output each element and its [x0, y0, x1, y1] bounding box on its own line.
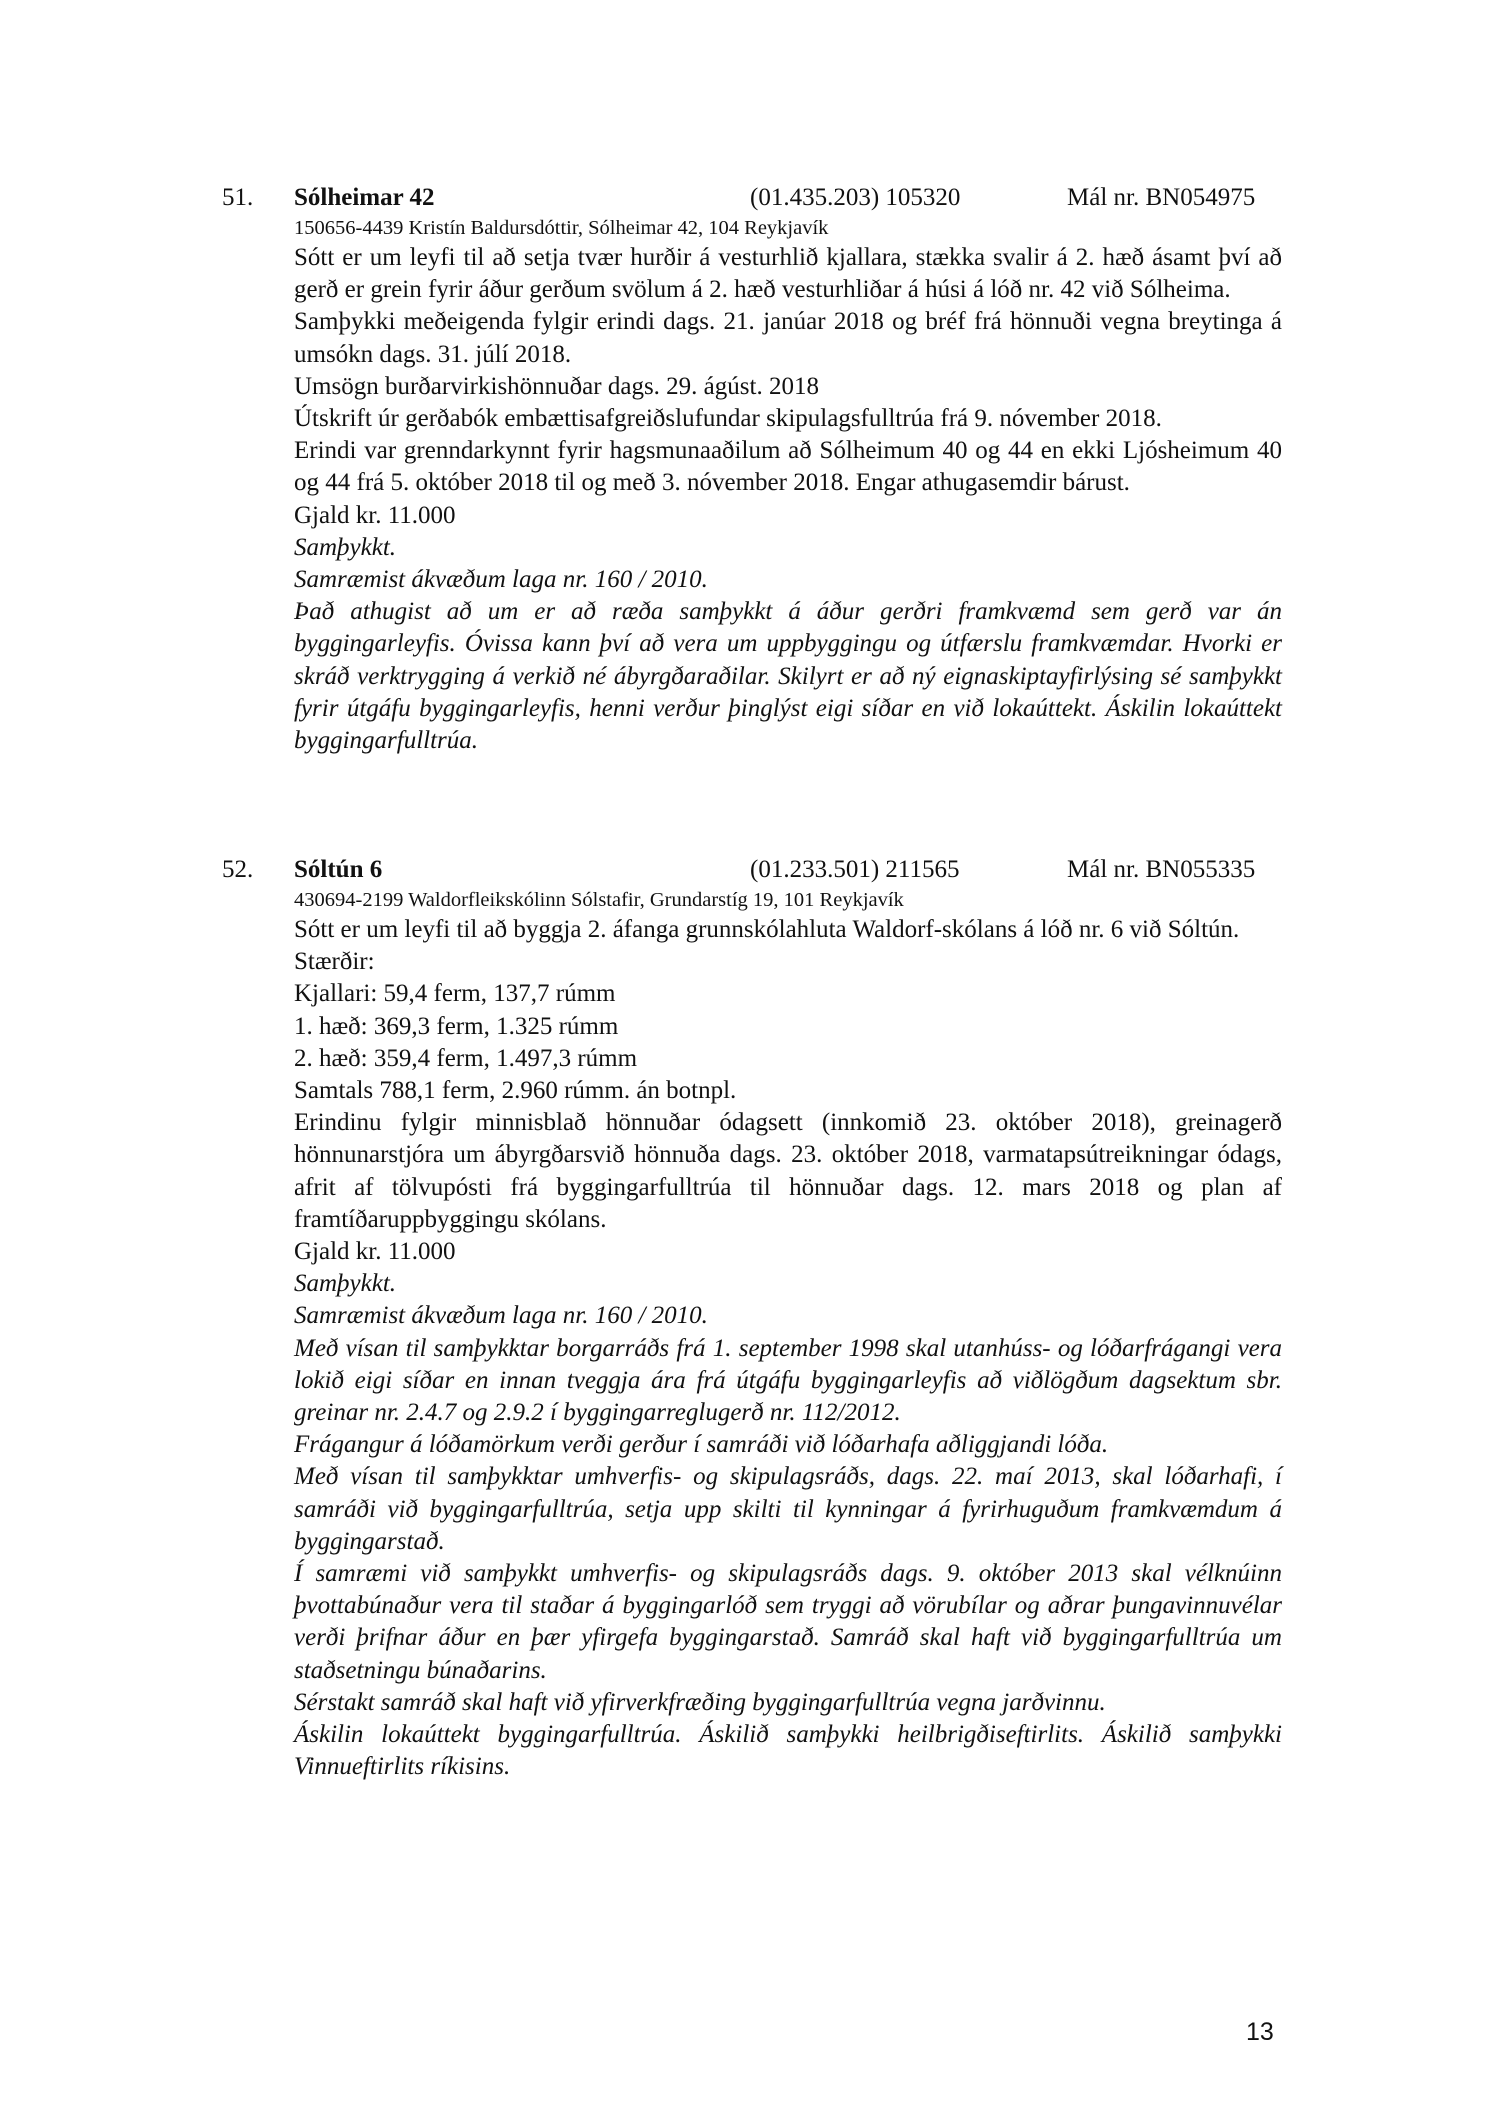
decision-paragraph: Með vísan til samþykktar umhverfis- og skipulagsráðs, dags. 22. maí 2013, skal lóðarhafi, í samráði við byggingarfulltrúa, setja upp skilti til kynningar á fyrirhuguðum framkvæmdum á byggingarstað.	[294, 1463, 1282, 1555]
case-paragraphs	[294, 242, 1282, 757]
description-paragraph: Sótt er um leyfi til að setja tvær hurðir á vesturhlið kjallara, stækka svalir á 2. hæð ásamt því að gerð er grein fyrir áður gerðum svölum á 2. hæð vesturhliðar á húsi á lóð nr. 42 við Sólheima.	[294, 244, 1282, 304]
case-paragraphs	[294, 914, 1282, 1783]
description-paragraph: Sótt er um leyfi til að byggja 2. áfanga grunnskólahluta Waldorf-skólans á lóð nr. 6 við Sóltún.	[294, 916, 1240, 943]
decision-paragraph: Samræmist ákvæðum laga nr. 160 / 2010.	[294, 566, 708, 594]
page-number: 13	[1246, 2018, 1274, 2046]
decision-paragraph: Samræmist ákvæðum laga nr. 160 / 2010.	[294, 1302, 708, 1330]
case-body	[294, 887, 1282, 1783]
decision-paragraph: Með vísan til samþykktar borgarráðs frá 1. september 1998 skal utanhúss- og lóðarfrágangi vera lokið eigi síðar en innan tveggja ára frá útgáfu byggingarleyfis að viðlögðum dagsektum sbr. greinar nr. 2.4.7 og 2.9.2 í byggingarreglugerð nr. 112/2012.	[294, 1334, 1282, 1427]
case-entry	[222, 181, 1282, 757]
description-paragraph: Samþykki meðeigenda fylgir erindi dags. 21. janúar 2018 og bréf frá hönnuði vegna breytinga á umsókn dags. 31. júlí 2018.	[294, 308, 1282, 368]
case-header	[222, 181, 1282, 215]
description-paragraph: 1. hæð: 369,3 ferm, 1.325 rúmm	[294, 1012, 619, 1040]
decision-paragraph: Frágangur á lóðamörkum verði gerður í samráði við lóðarhafa aðliggjandi lóða.	[294, 1431, 1109, 1459]
case-number: 52.	[222, 856, 254, 883]
decision-paragraph: Það athugist að um er að ræða samþykkt á áður gerðri framkvæmd sem gerð var án byggingarleyfis. Óvissa kann því að vera um uppbyggingu og útfærslu framkvæmdar. Hvorki er skráð verktrygging á verkið né ábyrgðaraðilar. Skilyrt er að ný eignaskiptayfirlýsing sé samþykkt fyrir útgáfu byggingarleyfis, henni verður þinglýst eigi síðar en við lokaúttekt. Áskilin lokaúttekt byggingarfulltrúa.	[294, 598, 1282, 755]
decision-paragraph: Samþykkt.	[294, 533, 397, 561]
description-paragraph: Erindinu fylgir minnisblað hönnuðar ódagsett (innkomið 23. október 2018), greinagerð hönnunarstjóra um ábyrgðarsvið hönnuða dags. 23. október 2018, varmatapsútreikningar ódags, afrit af tölvupósti frá byggingarfulltrúa til hönnuðar dags. 12. mars 2018 og plan af framtíðaruppbyggingu skólans.	[294, 1109, 1282, 1233]
description-paragraph: Gjald kr. 11.000	[294, 501, 456, 529]
decision-paragraph: Áskilin lokaúttekt byggingarfulltrúa. Áskilið samþykki heilbrigðiseftirlits. Áskilið samþykki Vinnueftirlits ríkisins.	[294, 1721, 1282, 1781]
case-address: Sóltún 6	[294, 856, 383, 883]
applicant-line: 150656-4439 Kristín Baldursdóttir, Sólheimar 42, 104 Reykjavík	[294, 217, 829, 239]
description-paragraph: Erindi var grenndarkynnt fyrir hagsmunaaðilum að Sólheimum 40 og 44 en ekki Ljósheimum 40 og 44 frá 5. október 2018 til og með 3. nóvember 2018. Engar athugasemdir bárust.	[294, 437, 1282, 497]
case-body	[294, 215, 1282, 757]
description-paragraph: Umsögn burðarvirkishönnuðar dags. 29. ágúst. 2018	[294, 372, 819, 400]
description-paragraph: Gjald kr. 11.000	[294, 1238, 456, 1266]
description-paragraph: Útskrift úr gerðabók embættisafgreiðslufundar skipulagsfulltrúa frá 9. nóvember 2018.	[294, 405, 1162, 433]
applicant-line: 430694-2199 Waldorfleikskólinn Sólstafir, Grundarstíg 19, 101 Reykjavík	[294, 889, 904, 911]
decision-paragraph: Sérstakt samráð skal haft við yfirverkfræðing byggingarfulltrúa vegna jarðvinnu.	[294, 1688, 1106, 1716]
case-number: 51.	[222, 184, 254, 211]
case-header	[222, 853, 1282, 887]
description-paragraph: Samtals 788,1 ferm, 2.960 rúmm. án botnpl.	[294, 1077, 737, 1105]
case-reference-number: Mál nr. BN054975	[1067, 184, 1256, 211]
decision-paragraph: Í samræmi við samþykkt umhverfis- og skipulagsráðs dags. 9. október 2013 skal vélknúinn þvottabúnaður vera til staðar á byggingarlóð sem tryggi að vörubílar og aðrar þungavinnuvélar verði þrifnar áður en þær yfirgefa byggingarstað. Samráð skal haft við byggingarfulltrúa um staðsetningu búnaðarins.	[294, 1560, 1282, 1684]
land-reference: (01.435.203) 105320	[750, 184, 961, 211]
land-reference: (01.233.501) 211565	[750, 856, 960, 883]
description-paragraph: Kjallari: 59,4 ferm, 137,7 rúmm	[294, 980, 616, 1008]
description-paragraph: Stærðir:	[294, 948, 375, 976]
case-entry	[222, 853, 1282, 1783]
case-address: Sólheimar 42	[294, 184, 435, 211]
decision-paragraph: Samþykkt.	[294, 1270, 397, 1298]
description-paragraph: 2. hæð: 359,4 ferm, 1.497,3 rúmm	[294, 1044, 638, 1072]
case-reference-number: Mál nr. BN055335	[1067, 856, 1256, 883]
